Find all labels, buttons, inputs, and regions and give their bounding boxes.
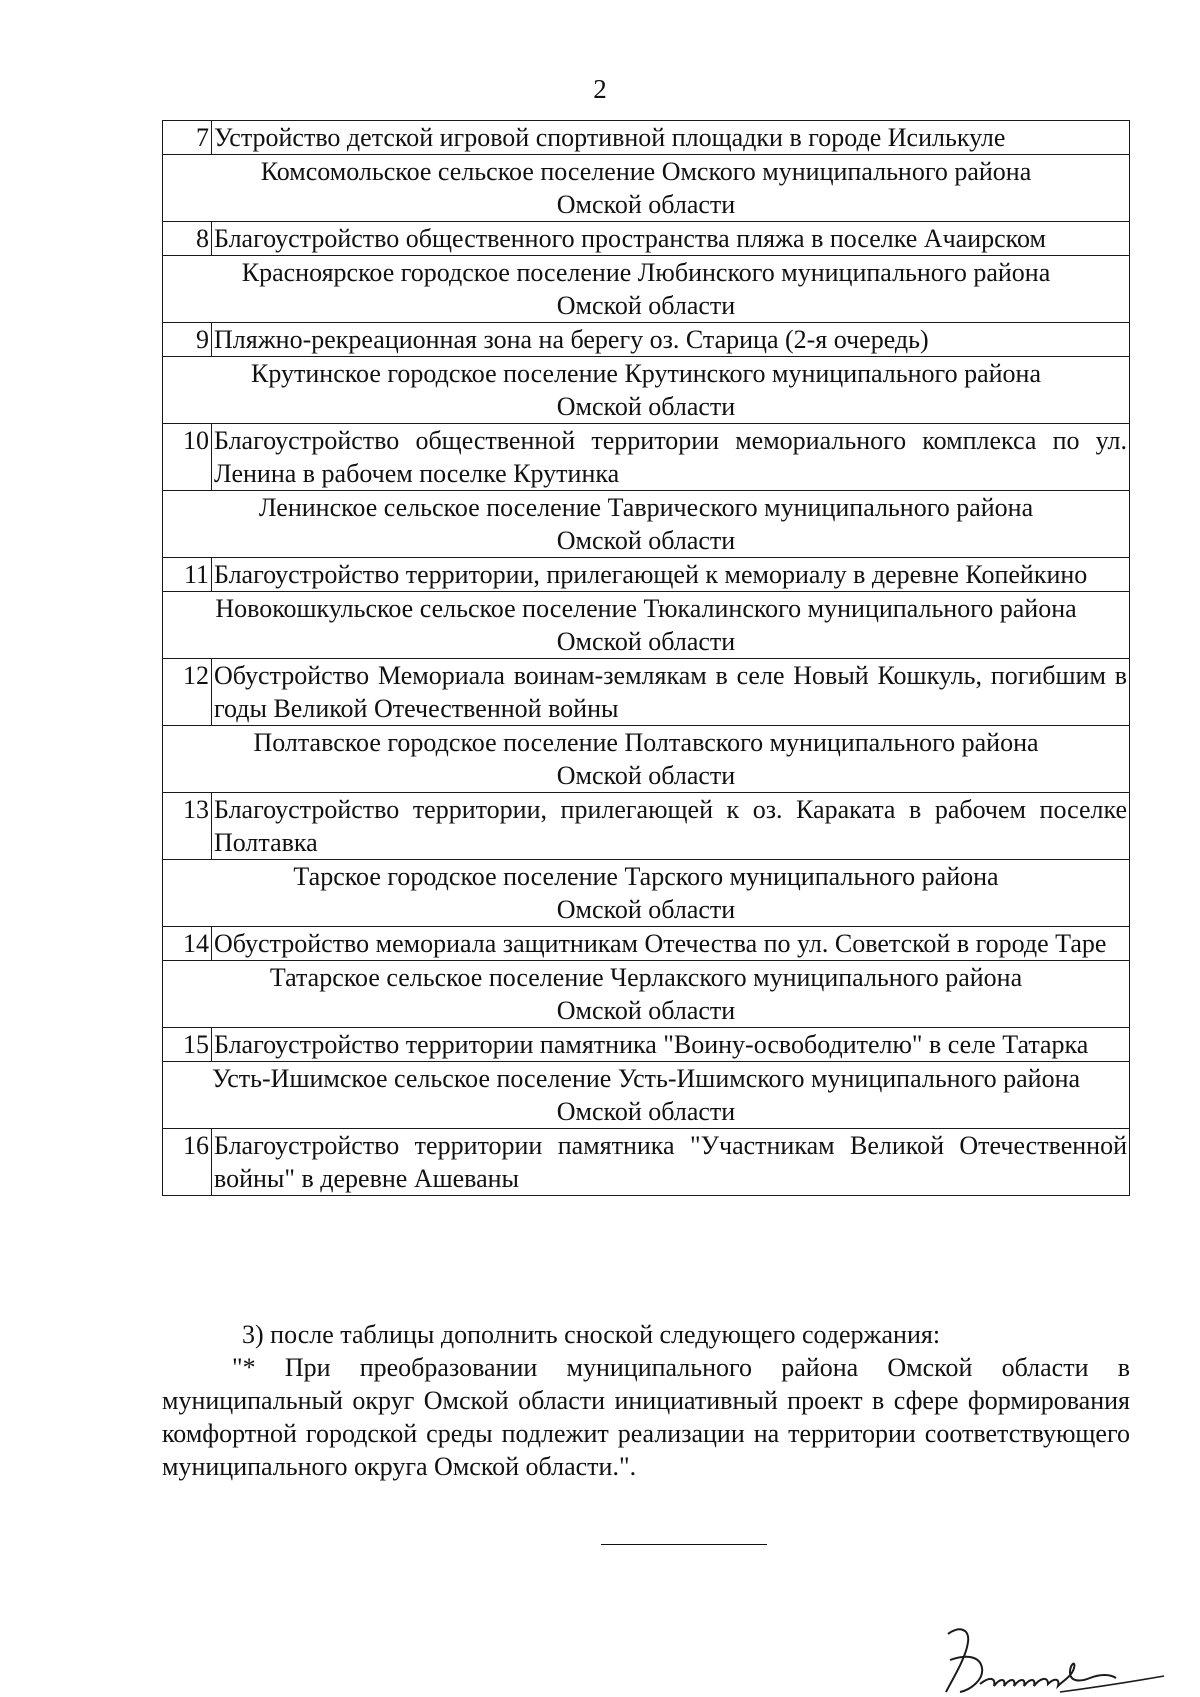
projects-table-body [163, 121, 1130, 1196]
footnote-block [162, 1318, 1130, 1483]
settlement-cell [163, 860, 1130, 927]
settlement-row [163, 256, 1130, 323]
settlement-name: Комсомольское сельское поселение Омского муниципального района [260, 157, 1032, 186]
signature [940, 1620, 1170, 1697]
project-number: 9 [163, 323, 212, 357]
settlement-cell [163, 357, 1130, 424]
project-row [163, 927, 1130, 961]
settlement-cell [163, 256, 1130, 323]
project-row [163, 793, 1130, 860]
project-title: Благоустройство общественного пространства пляжа в поселке Ачаирском [212, 222, 1130, 256]
settlement-row [163, 1062, 1130, 1129]
project-title: Устройство детской игровой спортивной площадки в городе Исилькуле [212, 121, 1130, 155]
project-title: Благоустройство территории памятника "Участникам Великой Отечественной войны" в деревне Ашеваны [212, 1129, 1130, 1196]
settlement-row [163, 961, 1130, 1028]
project-number: 7 [163, 121, 212, 155]
settlement-name: Усть-Ишимское сельское поселение Усть-Ишимского муниципального района [211, 1064, 1081, 1093]
project-number: 10 [163, 424, 212, 491]
project-title: Обустройство мемориала защитникам Отечества по ул. Советской в городе Таре [212, 927, 1130, 961]
settlement-row [163, 860, 1130, 927]
project-row [163, 558, 1130, 592]
project-number: 8 [163, 222, 212, 256]
settlement-cell [163, 491, 1130, 558]
settlement-cell [163, 592, 1130, 659]
settlement-name: Крутинское городское поселение Крутинского муниципального района [251, 359, 1041, 388]
project-number: 11 [163, 558, 212, 592]
project-title: Пляжно-рекреационная зона на берегу оз. Старица (2-я очередь) [212, 323, 1130, 357]
settlement-name: Тарское городское поселение Тарского муниципального района [293, 862, 999, 891]
settlement-region: Омской области [556, 526, 736, 555]
settlement-row [163, 155, 1130, 222]
separator-line [601, 1544, 767, 1545]
settlement-region: Омской области [556, 895, 736, 924]
page-number: 2 [593, 74, 607, 104]
settlement-region: Омской области [556, 627, 736, 656]
project-row [163, 1129, 1130, 1196]
settlement-region: Омской области [556, 291, 736, 320]
settlement-cell [163, 961, 1130, 1028]
project-number: 14 [163, 927, 212, 961]
settlement-cell [163, 726, 1130, 793]
settlement-row [163, 592, 1130, 659]
project-title: Обустройство Мемориала воинам-землякам в селе Новый Кошкуль, погибшим в годы Великой Отечественной войны [212, 659, 1130, 726]
project-row [163, 659, 1130, 726]
settlement-cell [163, 1062, 1130, 1129]
settlement-name: Красноярское городское поселение Любинского муниципального района [241, 258, 1051, 287]
project-title: Благоустройство общественной территории мемориального комплекса по ул. Ленина в рабочем поселке Крутинка [212, 424, 1130, 491]
settlement-name: Полтавское городское поселение Полтавского муниципального района [253, 728, 1039, 757]
project-row [163, 424, 1130, 491]
project-title: Благоустройство территории памятника "Воину-освободителю" в селе Татарка [212, 1028, 1130, 1062]
project-row [163, 1028, 1130, 1062]
settlement-row [163, 726, 1130, 793]
footnote-intro: 3) после таблицы дополнить сноской следующего содержания: [242, 1320, 941, 1349]
project-row [163, 222, 1130, 256]
settlement-region: Омской области [556, 190, 736, 219]
settlement-region: Омской области [556, 1097, 736, 1126]
project-number: 13 [163, 793, 212, 860]
settlement-name: Татарское сельское поселение Черлакского муниципального района [269, 963, 1023, 992]
settlement-cell [163, 155, 1130, 222]
settlement-name: Новокошкульское сельское поселение Тюкалинского муниципального района [215, 594, 1077, 623]
project-number: 12 [163, 659, 212, 726]
project-row [163, 323, 1130, 357]
project-number: 16 [163, 1129, 212, 1196]
settlement-region: Омской области [556, 996, 736, 1025]
settlement-region: Омской области [556, 761, 736, 790]
project-title: Благоустройство территории, прилегающей к мемориалу в деревне Копейкино [212, 558, 1130, 592]
project-number: 15 [163, 1028, 212, 1062]
projects-table [162, 120, 1130, 1196]
footnote-text: "* При преобразовании муниципального района Омской области в муниципальный округ Омской области инициативный проект в сфере формирования комфортной городской среды подлежит реализации на территории соответствующего муниципального округа Омской области.". [162, 1353, 1130, 1481]
settlement-name: Ленинское сельское поселение Таврического муниципального района [258, 493, 1034, 522]
settlement-row [163, 357, 1130, 424]
settlement-region: Омской области [556, 392, 736, 421]
project-title: Благоустройство территории, прилегающей к оз. Караката в рабочем поселке Полтавка [212, 793, 1130, 860]
project-row [163, 121, 1130, 155]
settlement-row [163, 491, 1130, 558]
